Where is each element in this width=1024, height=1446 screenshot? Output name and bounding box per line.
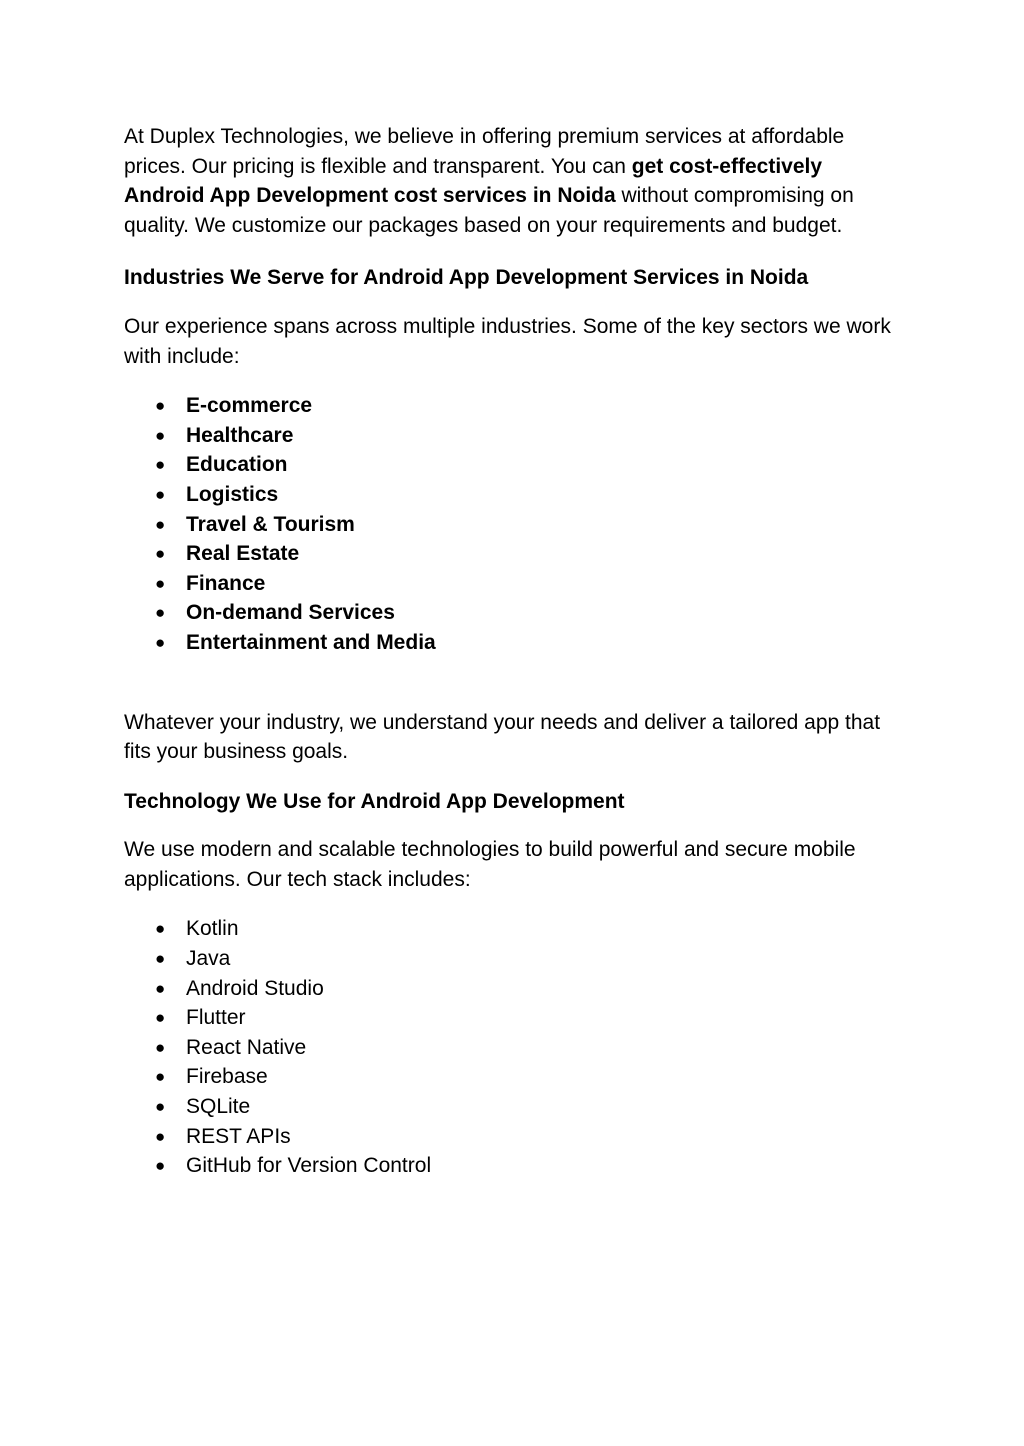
industry-label: On-demand Services (186, 601, 395, 625)
industries-intro: Our experience spans across multiple industries. Some of the key sectors we work with include: (124, 314, 891, 368)
technology-label: Android Studio (186, 976, 324, 1000)
industries-list (124, 391, 904, 657)
bullet-icon: ● (155, 1067, 166, 1087)
technology-heading: Technology We Use for Android App Development (124, 789, 625, 813)
industry-label: E-commerce (186, 394, 313, 418)
technology-label: Firebase (186, 1065, 268, 1089)
list-item (124, 974, 904, 1004)
list-item (124, 1033, 904, 1063)
list-item (124, 628, 904, 658)
intro-paragraph (124, 122, 904, 240)
list-item (124, 914, 904, 944)
technology-label: Flutter (186, 1006, 246, 1030)
bullet-icon: ● (155, 484, 166, 504)
intro-text-end: without compromising on quality. We customize our packages based on your requirements and budget. (124, 184, 854, 237)
bullet-icon: ● (155, 425, 166, 445)
bullet-icon: ● (155, 573, 166, 593)
industry-label: Travel & Tourism (186, 512, 355, 536)
industry-label: Real Estate (186, 542, 300, 566)
bullet-icon: ● (155, 455, 166, 475)
industry-label: Entertainment and Media (186, 630, 436, 654)
bullet-icon: ● (155, 1008, 166, 1028)
list-item (124, 598, 904, 628)
bullet-icon: ● (155, 1037, 166, 1057)
industries-closing: Whatever your industry, we understand your needs and deliver a tailored app that fits your business goals. (124, 710, 881, 764)
list-item (124, 450, 904, 480)
intro-bold-text: get cost-effectively Android App Development cost services in Noida (124, 154, 823, 208)
list-item (124, 1151, 904, 1181)
bullet-icon: ● (155, 949, 166, 969)
technology-label: React Native (186, 1035, 307, 1059)
technology-label: REST APIs (186, 1124, 291, 1148)
list-item (124, 1062, 904, 1092)
list-item (124, 421, 904, 451)
technology-label: Java (186, 947, 231, 971)
bullet-icon: ● (155, 632, 166, 652)
intro-text-start: At Duplex Technologies, we believe in offering premium services at affordable prices. Our pricing is flexible and transparent. You can (124, 125, 845, 178)
list-item (124, 539, 904, 569)
technology-label: GitHub for Version Control (186, 1154, 432, 1178)
industry-label: Healthcare (186, 423, 294, 447)
bullet-icon: ● (155, 603, 166, 623)
bullet-icon: ● (155, 1156, 166, 1176)
list-item (124, 1122, 904, 1152)
bullet-icon: ● (155, 544, 166, 564)
list-item (124, 944, 904, 974)
list-item (124, 569, 904, 599)
technology-label: SQLite (186, 1095, 251, 1119)
list-item (124, 1092, 904, 1122)
bullet-icon: ● (155, 978, 166, 998)
list-item (124, 1003, 904, 1033)
industry-label: Logistics (186, 482, 279, 506)
bullet-icon: ● (155, 514, 166, 534)
industry-label: Education (186, 453, 288, 477)
industry-label: Finance (186, 571, 266, 595)
document-page (124, 122, 904, 1181)
bullet-icon: ● (155, 919, 166, 939)
technology-label: Kotlin (186, 917, 239, 941)
list-item (124, 391, 904, 421)
industries-heading: Industries We Serve for Android App Development Services in Noida (124, 266, 809, 290)
bullet-icon: ● (155, 396, 166, 416)
bullet-icon: ● (155, 1126, 166, 1146)
bullet-icon: ● (155, 1097, 166, 1117)
technology-intro: We use modern and scalable technologies to build powerful and secure mobile applications. Our tech stack includes: (124, 838, 856, 891)
technology-list (124, 914, 904, 1180)
list-item (124, 480, 904, 510)
list-item (124, 510, 904, 540)
